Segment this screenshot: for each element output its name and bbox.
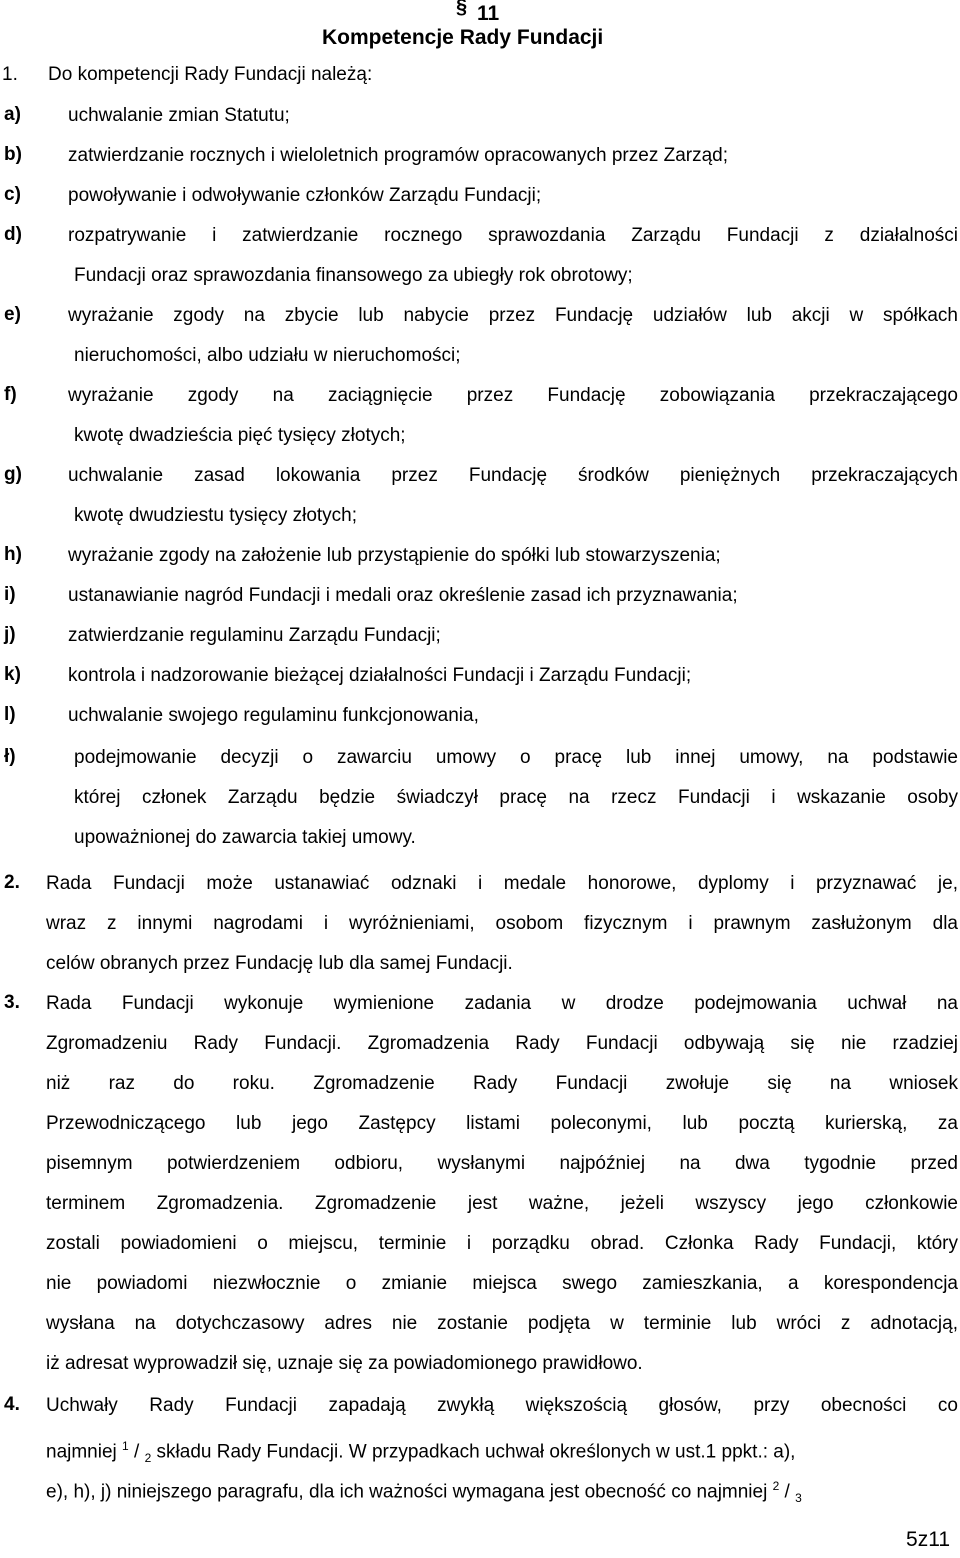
- section-3-number: 3.: [4, 992, 20, 1013]
- list-item-text: nieruchomości, albo udziału w nieruchomości;: [74, 345, 461, 366]
- section-3-line: terminem Zgromadzenia. Zgromadzenie jest ważne, jeżeli wszyscy jego członkowie: [46, 1193, 958, 1214]
- section-4-line: e), h), j) niniejszego paragrafu, dla ich ważności wymagana jest obecność co najmniej $^2$ / $_3$: [46, 1479, 802, 1506]
- list-item-text: powoływanie i odwoływanie członków Zarządu Fundacji;: [68, 185, 542, 206]
- list-item-text: zatwierdzanie rocznych i wieloletnich programów opracowanych przez Zarząd;: [68, 145, 729, 166]
- fraction-denominator: 3: [795, 1491, 802, 1506]
- section-3-line: niż raz do roku. Zgromadzenie Rady Fundacji zwołuje się na wniosek: [46, 1073, 958, 1094]
- list-item-text: uchwalanie zmian Statutu;: [68, 105, 290, 126]
- fraction-numerator: 1: [122, 1439, 129, 1453]
- list-item-label: ł): [4, 746, 16, 767]
- list-item-label: h): [4, 544, 22, 565]
- list-item-label: e): [4, 304, 21, 325]
- list-item-label: a): [4, 104, 21, 125]
- list-item-label: k): [4, 664, 21, 685]
- list-item-label: i): [4, 584, 16, 605]
- section-3-line: Zgromadzeniu Rady Fundacji. Zgromadzenia Rady Fundacji odbywają się nie rzadziej: [46, 1033, 958, 1054]
- section-2-number: 2.: [4, 872, 20, 893]
- page-title: Kompetencje Rady Fundacji: [322, 26, 604, 49]
- list-item-text: ustanawianie nagród Fundacji i medali oraz określenie zasad ich przyznawania;: [68, 585, 738, 606]
- list-item-text: uchwalanie zasad lokowania przez Fundację środków pieniężnych przekraczających: [68, 465, 958, 486]
- list-item-text: wyrażanie zgody na zaciągnięcie przez Fundację zobowiązania przekraczającego: [68, 385, 958, 406]
- list-item-text: kwotę dwadzieścia pięć tysięcy złotych;: [74, 425, 406, 446]
- list-item-text: podejmowanie decyzji o zawarciu umowy o pracę lub innej umowy, na podstawie: [74, 747, 958, 768]
- list-item-text: uchwalanie swojego regulaminu funkcjonowania,: [68, 705, 479, 726]
- section-3-line: Rada Fundacji wykonuje wymienione zadania w drodze podejmowania uchwał na: [46, 993, 958, 1014]
- section-3-line: iż adresat wyprowadził się, uznaje się za powiadomionego prawidłowo.: [46, 1353, 643, 1374]
- list-item-text: Fundacji oraz sprawozdania finansowego za ubiegły rok obrotowy;: [74, 265, 633, 286]
- section-2-line: celów obranych przez Fundację lub dla samej Fundacji.: [46, 953, 513, 974]
- list-item-text: kwotę dwudziestu tysięcy złotych;: [74, 505, 358, 526]
- list-item-text: której członek Zarządu będzie świadczył pracę na rzecz Fundacji i wskazanie osoby: [74, 787, 958, 808]
- list-item-label: b): [4, 144, 22, 165]
- list-item-label: l): [4, 704, 16, 725]
- paragraph-number: 11: [477, 2, 500, 25]
- list-item-label: f): [4, 384, 17, 405]
- list-item-text: rozpatrywanie i zatwierdzanie rocznego sprawozdania Zarządu Fundacji z działalności: [68, 225, 958, 246]
- list-item-text: zatwierdzanie regulaminu Zarządu Fundacji;: [68, 625, 441, 646]
- list-item-text: upoważnionej do zawarcia takiej umowy.: [74, 827, 416, 848]
- section-1-intro: Do kompetencji Rady Fundacji należą:: [48, 64, 373, 85]
- section-3-line: pisemnym potwierdzeniem odbioru, wysłanymi najpóźniej na dwa tygodnie przed: [46, 1153, 958, 1174]
- page-number: 5z11: [906, 1528, 950, 1551]
- list-item-text: kontrola i nadzorowanie bieżącej działalności Fundacji i Zarządu Fundacji;: [68, 665, 692, 686]
- section-4-line: Uchwały Rady Fundacji zapadają zwykłą większością głosów, przy obecności co: [46, 1395, 958, 1416]
- paragraph-sign: §: [456, 0, 468, 18]
- list-item-label: g): [4, 464, 22, 485]
- section-2-line: wraz z innymi nagrodami i wyróżnieniami, osobom fizycznym i prawnym zasłużonym dla: [46, 913, 958, 934]
- fraction-denominator: 2: [144, 1451, 152, 1466]
- section-3-line: zostali powiadomieni o miejscu, terminie i porządku obrad. Członka Rady Fundacji, który: [46, 1233, 958, 1254]
- section-3-line: Przewodniczącego lub jego Zastępcy listami poleconymi, lub pocztą kurierską, za: [46, 1113, 958, 1134]
- section-2-line: Rada Fundacji może ustanawiać odznaki i medale honorowe, dyplomy i przyznawać je,: [46, 873, 958, 894]
- section-4-number: 4.: [4, 1394, 20, 1415]
- list-item-label: c): [4, 184, 21, 205]
- list-item-text: wyrażanie zgody na założenie lub przystąpienie do spółki lub stowarzyszenia;: [68, 545, 721, 566]
- section-1-number: 1.: [2, 64, 18, 85]
- fraction-numerator: 2: [772, 1479, 780, 1493]
- section-4-line: najmniej $^1$ / $_2$ składu Rady Fundacji. W przypadkach uchwał określonych w ust.1 ppkt.: a),: [46, 1439, 796, 1466]
- list-item-text: wyrażanie zgody na zbycie lub nabycie przez Fundację udziałów lub akcji w spółkach: [68, 305, 958, 326]
- list-item-label: d): [4, 224, 22, 245]
- section-3-line: wysłana na dotychczasowy adres nie zostanie podjęta w terminie lub wróci z adnotacją,: [46, 1313, 958, 1334]
- section-3-line: nie powiadomi niezwłocznie o zmianie miejsca swego zamieszkania, a korespondencja: [46, 1273, 958, 1294]
- list-item-label: j): [4, 624, 16, 645]
